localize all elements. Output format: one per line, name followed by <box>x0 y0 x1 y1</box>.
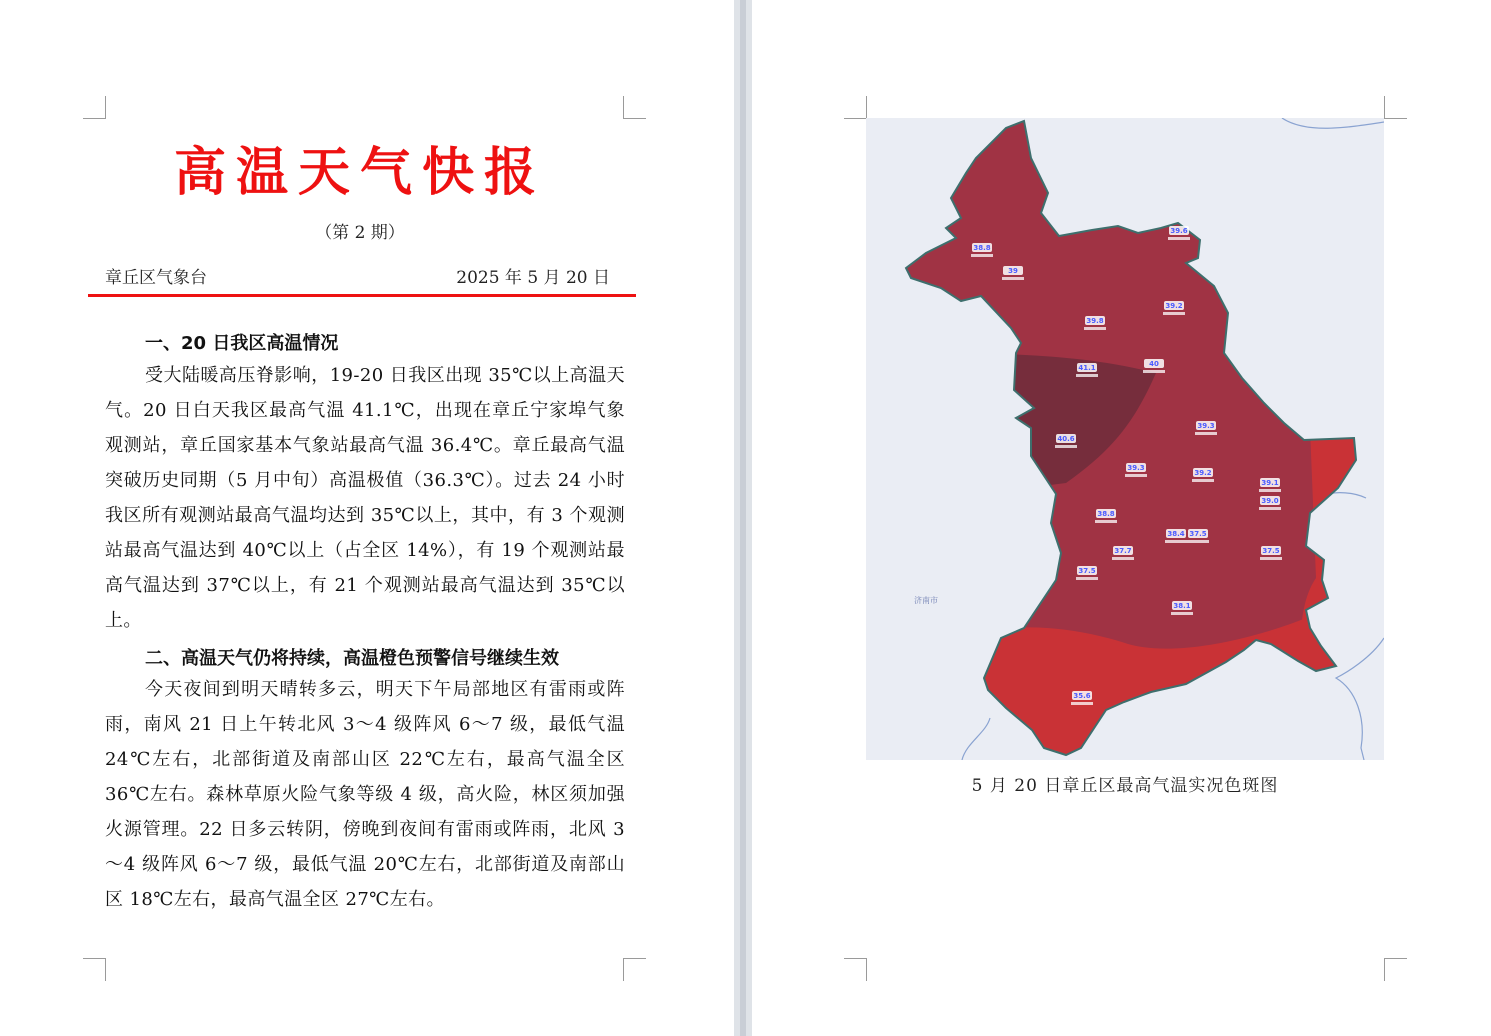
station-name-mark <box>1084 327 1106 330</box>
station-temp-value: 37.7 <box>1114 547 1132 555</box>
station-marker <box>1259 478 1281 492</box>
station-temp-value: 39.8 <box>1086 317 1104 325</box>
station-name-mark <box>1125 474 1147 477</box>
page-gutter <box>734 0 752 1036</box>
station-marker <box>1002 266 1024 280</box>
station-name-mark <box>1095 520 1117 523</box>
crop-mark-bottom-left <box>844 958 867 981</box>
issuing-organization: 章丘区气象台 <box>105 268 207 288</box>
station-temp-value: 37.5 <box>1262 547 1280 555</box>
station-marker <box>1143 359 1165 373</box>
station-temp-value: 39.2 <box>1194 469 1212 477</box>
station-temp-value: 39 <box>1008 267 1018 275</box>
station-name-mark <box>1192 479 1214 482</box>
station-name-mark <box>1259 489 1281 492</box>
station-marker <box>1071 691 1093 705</box>
crop-mark-top-left <box>83 96 106 119</box>
station-temp-value: 39.0 <box>1261 497 1279 505</box>
station-marker <box>1055 434 1077 448</box>
station-name-mark <box>1143 370 1165 373</box>
station-marker <box>1125 463 1147 477</box>
station-temp-value: 39.3 <box>1127 464 1145 472</box>
station-marker <box>1163 301 1185 315</box>
station-marker <box>1084 316 1106 330</box>
station-name-mark <box>1076 577 1098 580</box>
station-temp-value: 37.5 <box>1078 567 1096 575</box>
station-name-mark <box>1055 445 1077 448</box>
station-name-mark <box>1259 507 1281 510</box>
station-marker <box>1112 546 1134 560</box>
issue-number: （第 2 期） <box>315 223 405 243</box>
station-temp-value: 38.8 <box>973 244 991 252</box>
station-marker <box>971 243 993 257</box>
station-temp-value: 38.8 <box>1097 510 1115 518</box>
temperature-map <box>866 118 1384 760</box>
station-marker <box>1165 529 1187 543</box>
station-marker <box>1260 546 1282 560</box>
station-temp-value: 38.4 <box>1167 530 1185 538</box>
station-name-mark <box>1187 540 1209 543</box>
crop-mark-top-right <box>1384 96 1407 119</box>
station-marker <box>1171 601 1193 615</box>
station-temp-value: 39.2 <box>1165 302 1183 310</box>
crop-mark-top-left <box>844 96 867 119</box>
station-temp-value: 39.6 <box>1170 227 1188 235</box>
issue-date: 2025 年 5 月 20 日 <box>456 268 610 288</box>
page-left <box>0 0 734 1036</box>
document-title: 高温天气快报 <box>173 142 546 203</box>
section2-paragraph: 今天夜间到明天晴转多云，明天下午局部地区有雷雨或阵雨，南风 21 日上午转北风 3～4 级阵风 6～7 级，最低气温 24℃左右，北部街道及南部山区 22℃左右，最高气温全区 36℃左右。森林草原火险气象等级 4 级，高火险，林区须加强火源管理。22 日多云转阴，傍晚到夜间有雷雨或阵雨，北风 3～4 级阵风 6～7 级，最低气温 20℃左右，北部街道及南部山区 18℃左右，最高气温全区 27℃左右。 <box>105 679 625 910</box>
station-name-mark <box>1168 237 1190 240</box>
station-temp-value: 40 <box>1149 360 1159 368</box>
station-name-mark <box>1071 702 1093 705</box>
station-marker <box>1076 363 1098 377</box>
station-name-mark <box>1165 540 1187 543</box>
station-name-mark <box>1076 374 1098 377</box>
station-name-mark <box>1163 312 1185 315</box>
station-temp-value: 40.6 <box>1057 435 1075 443</box>
crop-mark-bottom-right <box>623 958 646 981</box>
station-temp-value: 37.5 <box>1189 530 1207 538</box>
map-caption: 5 月 20 日章丘区最高气温实况色斑图 <box>971 776 1279 796</box>
station-temp-value: 39.1 <box>1261 479 1279 487</box>
station-marker <box>1095 509 1117 523</box>
page-split-bar <box>740 0 746 1036</box>
crop-mark-top-right <box>623 96 646 119</box>
station-name-mark <box>971 254 993 257</box>
crop-mark-bottom-left <box>83 958 106 981</box>
station-marker <box>1195 421 1217 435</box>
station-name-mark <box>1171 612 1193 615</box>
station-temp-value: 39.3 <box>1197 422 1215 430</box>
section1-paragraph: 受大陆暖高压脊影响，19-20 日我区出现 35℃以上高温天气。20 日白天我区最高气温 41.1℃，出现在章丘宁家埠气象观测站，章丘国家基本气象站最高气温 36.4℃。章丘最高气温突破历史同期（5 月中旬）高温极值（36.3℃）。过去 24 小时我区所有观测站最高气温均达到 35℃以上，其中，有 3 个观测站最高气温达到 40℃以上（占全区 14%），有 19 个观测站最高气温达到 37℃以上，有 21 个观测站最高气温达到 35℃以上。 <box>105 365 625 631</box>
station-temp-value: 35.6 <box>1073 692 1091 700</box>
station-name-mark <box>1002 277 1024 280</box>
station-temp-value: 41.1 <box>1078 364 1096 372</box>
station-name-mark <box>1260 557 1282 560</box>
station-marker <box>1192 468 1214 482</box>
station-name-mark <box>1195 432 1217 435</box>
section1-heading: 一、20 日我区高温情况 <box>145 333 339 354</box>
station-name-mark <box>1112 557 1134 560</box>
station-marker <box>1187 529 1209 543</box>
station-marker <box>1168 226 1190 240</box>
section2-heading: 二、高温天气仍将持续，高温橙色预警信号继续生效 <box>145 648 559 669</box>
station-marker <box>1259 496 1281 510</box>
red-header-rule <box>88 294 636 297</box>
station-marker <box>1076 566 1098 580</box>
neighbor-city-label: 济南市 <box>914 596 938 605</box>
crop-mark-bottom-right <box>1384 958 1407 981</box>
station-temp-value: 38.1 <box>1173 602 1191 610</box>
